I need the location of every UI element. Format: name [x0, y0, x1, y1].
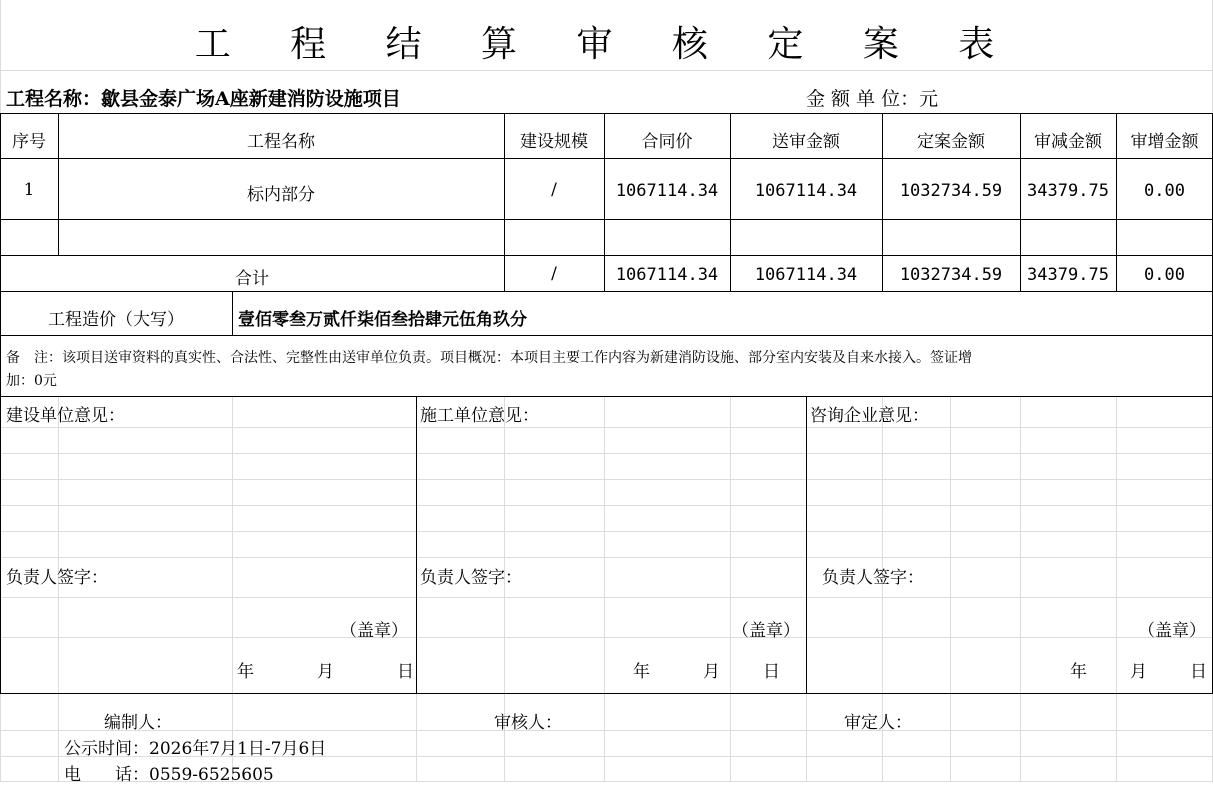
consulting-unit-opinion: 咨询企业意见：: [810, 406, 929, 426]
total-final-amount: 1032734.59: [899, 265, 1003, 285]
seal-consulting: （盖章）: [1138, 621, 1206, 641]
row-contract-price: 1067114.34: [615, 181, 719, 201]
remarks-line-2: 加：0元: [6, 373, 57, 389]
header-index: 序号: [12, 132, 46, 152]
total-reduction: 34379.75: [1027, 265, 1109, 285]
date-day: 日: [763, 662, 780, 682]
date-day: 日: [1190, 662, 1207, 682]
total-submitted-amount: 1067114.34: [754, 265, 858, 285]
contact-phone: 电 话：0559-6525605: [64, 765, 274, 785]
signature-label-builder: 负责人签字：: [420, 568, 522, 588]
price-words-value: 壹佰零叁万贰仟柒佰叁拾肆元伍角玖分: [238, 310, 527, 330]
publicity-period: 公示时间：2026年7月1日-7月6日: [64, 739, 327, 759]
date-year: 年: [633, 662, 650, 682]
construction-unit-opinion: 建设单位意见：: [6, 406, 125, 426]
seal-construction: （盖章）: [340, 621, 408, 641]
row-scale: /: [551, 180, 557, 200]
date-month: 月: [703, 662, 720, 682]
total-increase: 0.00: [1144, 265, 1185, 285]
row-increase: 0.00: [1144, 181, 1185, 201]
project-name: 工程名称：歙县金泰广场A座新建消防设施项目: [6, 88, 401, 110]
header-contract-price: 合同价: [641, 132, 693, 152]
row-reduction: 34379.75: [1027, 181, 1109, 201]
amount-unit: 金 额 单 位：元: [806, 88, 939, 110]
header-scale: 建设规模: [520, 132, 588, 152]
row-submitted-amount: 1067114.34: [754, 181, 858, 201]
preparer-label: 编制人：: [104, 713, 172, 733]
remarks-line-1: 备 注：该项目送审资料的真实性、合法性、完整性由送审单位负责。项目概况：本项目主要工作内容为新建消防设施、部分室内安装及自来水接入。签证增: [6, 350, 972, 366]
total-scale: /: [551, 264, 557, 284]
price-words-label: 工程造价（大写）: [48, 310, 184, 330]
reviewer-label: 审核人：: [494, 713, 562, 733]
page-title: 工 程 结 算 审 核 定 案 表: [194, 24, 1019, 65]
header-project-name: 工程名称: [247, 132, 315, 152]
date-year: 年: [237, 662, 254, 682]
date-day: 日: [397, 662, 414, 682]
total-contract-price: 1067114.34: [615, 265, 719, 285]
header-increase: 审增金额: [1130, 132, 1199, 152]
date-month: 月: [1130, 662, 1147, 682]
header-reduction: 审减金额: [1034, 132, 1102, 152]
header-submitted-amount: 送审金额: [772, 132, 840, 152]
signature-label-consulting: 负责人签字：: [822, 568, 924, 588]
header-final-amount: 定案金额: [917, 132, 985, 152]
date-year: 年: [1070, 662, 1087, 682]
builder-unit-opinion: 施工单位意见：: [420, 406, 539, 426]
row-final-amount: 1032734.59: [899, 181, 1003, 201]
date-month: 月: [317, 662, 334, 682]
row-index: 1: [23, 180, 35, 200]
signature-label-construction: 负责人签字：: [6, 568, 108, 588]
row-project-name: 标内部分: [247, 185, 315, 205]
approver-label: 审定人：: [844, 713, 912, 733]
total-label: 合计: [235, 269, 269, 289]
seal-builder: （盖章）: [732, 621, 800, 641]
